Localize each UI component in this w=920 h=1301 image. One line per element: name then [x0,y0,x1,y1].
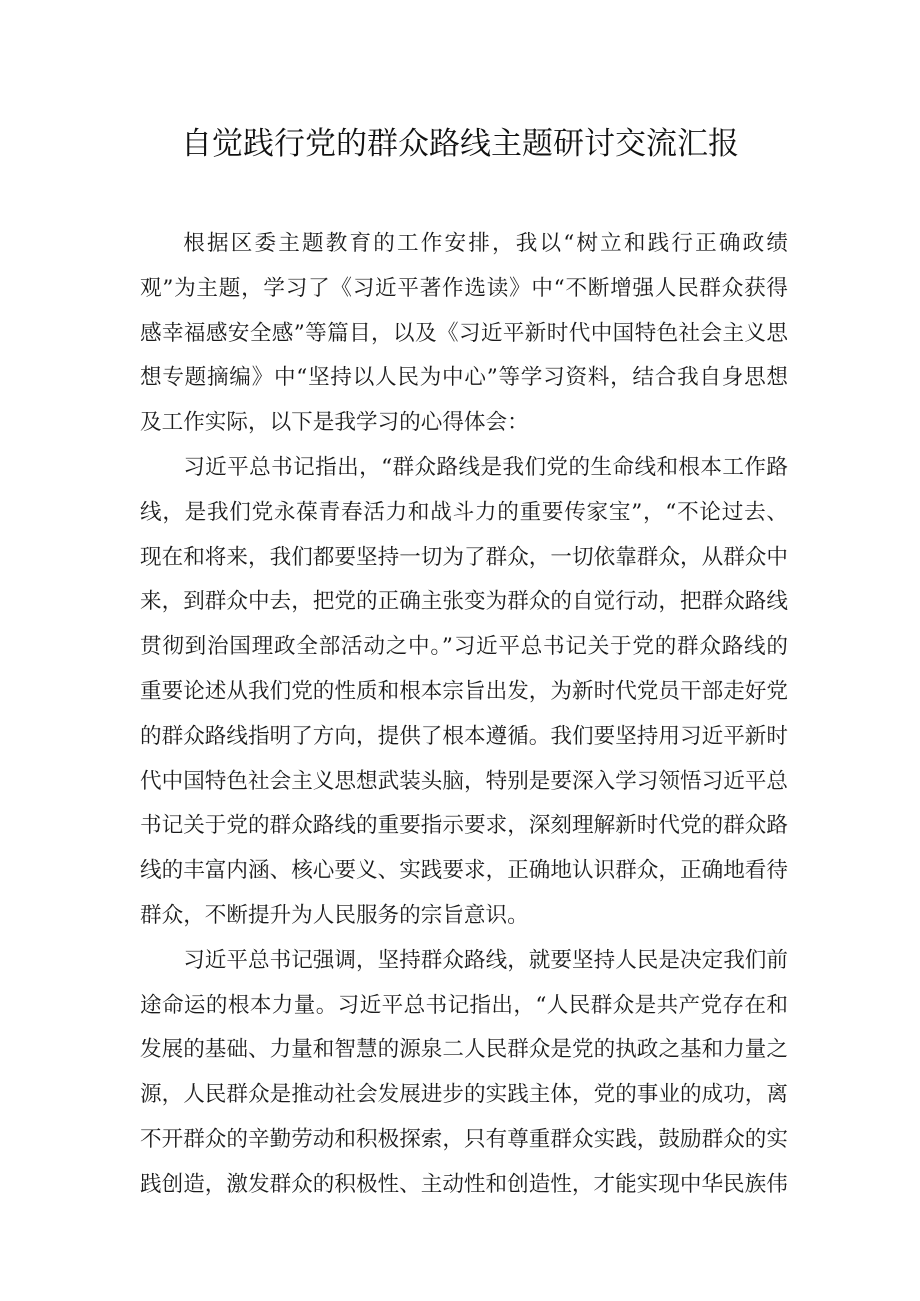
paragraph-mass-line: 习近平总书记指出，“群众路线是我们党的生命线和根本工作路线，是我们党永葆青春活力和战斗力的重要传家宝”，“不论过去、现在和将来，我们都要坚持一切为了群众，一切依靠群众，从群众中来，到群众中去，把党的正确主张变为群众的自觉行动，把群众路线贯彻到治国理政全部活动之中。”习近平总书记关于党的群众路线的重要论述从我们党的性质和根本宗旨出发，为新时代党员干部走好党的群众路线指明了方向，提供了根本遵循。我们要坚持用习近平新时代中国特色社会主义思想武装头脑，特别是要深入学习领悟习近平总书记关于党的群众路线的重要指示要求，深刻理解新时代党的群众路线的丰富内涵、核心要义、实践要求，正确地认识群众，正确地看待群众，不断提升为人民服务的宗旨意识。 [140,454,788,928]
document-body [140,222,788,1208]
paragraph-intro: 根据区委主题教育的工作安排，我以“树立和践行正确政绩观”为主题，学习了《习近平著作选读》中“不断增强人民群众获得感幸福感安全感”等篇目，以及《习近平新时代中国特色社会主义思想专题摘编》中“坚持以人民为中心”等学习资料，结合我自身思想及工作实际，以下是我学习的心得体会： [140,231,788,436]
paragraph-people-power: 习近平总书记强调，坚持群众路线，就要坚持人民是决定我们前途命运的根本力量。习近平总书记指出，“人民群众是共产党存在和发展的基础、力量和智慧的源泉二人民群众是党的执政之基和力量之源，人民群众是推动社会发展进步的实践主体，党的事业的成功，离不开群众的辛勤劳动和积极探索，只有尊重群众实践，鼓励群众的实践创造，激发群众的积极性、主动性和创造性，才能实现中华民族伟 [140,947,788,1197]
document-title: 自觉践行党的群众路线主题研讨交流汇报 [181,126,739,162]
